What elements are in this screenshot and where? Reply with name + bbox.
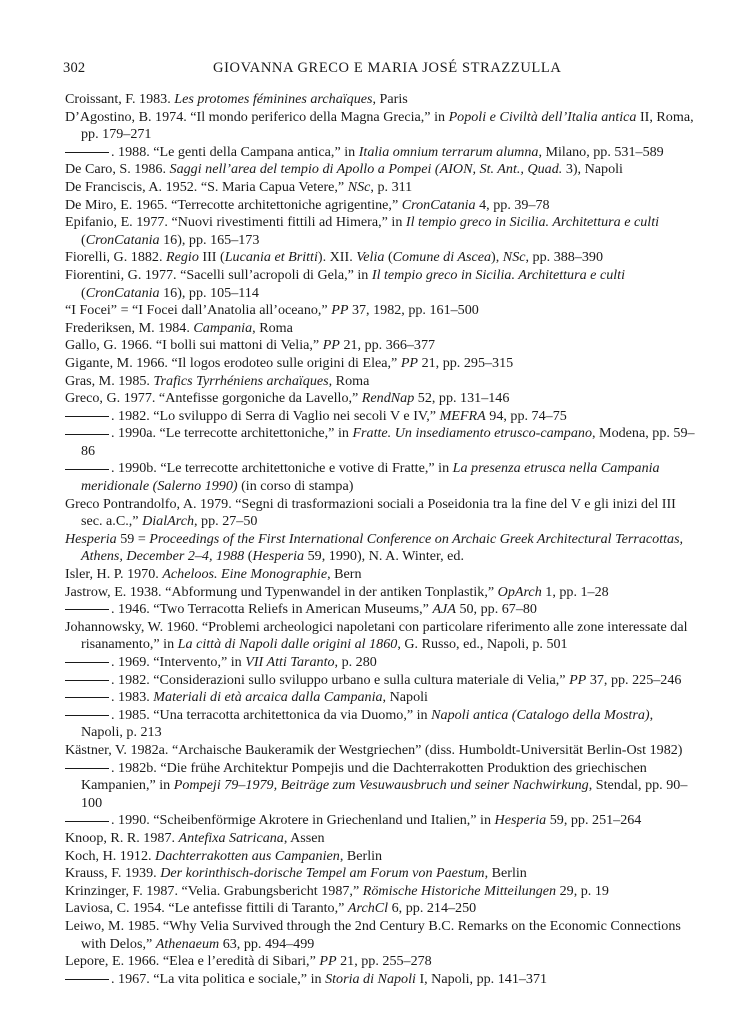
entry-text: , pp. 27–50 xyxy=(194,513,258,530)
bibliography-entry xyxy=(65,355,697,373)
entry-title-italic: Antefixa Satricana xyxy=(178,829,284,846)
bibliography-entry xyxy=(65,425,697,460)
entry-text: . 1982b. “Die frühe Architektur Pompejis und die Dachterrakotten Produktion des griechischen Kampanien,” in xyxy=(81,759,647,794)
entry-title-italic: Trafics Tyrrhéniens archaïques xyxy=(153,372,329,389)
entry-title-italic: Hesperia xyxy=(494,812,547,829)
ditto-dash xyxy=(65,680,109,681)
entry-text: , Stendal, pp. 90–100 xyxy=(81,777,688,811)
entry-title-italic: OpArch xyxy=(497,583,542,600)
entry-title-italic: Athenaeum xyxy=(155,935,220,952)
page-number: 302 xyxy=(63,60,86,76)
entry-text: Leiwo, M. 1985. “Why Velia Survived through the 2nd Century B.C. Remarks on the Economic Connections with Delos,” xyxy=(65,917,681,952)
entry-text: Jastrow, E. 1938. “Abformung und Typenwandel in der antiken Tonplastik,” xyxy=(65,583,498,600)
bibliography-entry xyxy=(65,689,697,707)
entry-title-italic: Regio xyxy=(166,249,199,266)
bibliography-entry xyxy=(65,918,697,953)
entry-text: , pp. 388–390 xyxy=(525,249,604,266)
entry-text: 21, pp. 295–315 xyxy=(418,354,514,371)
entry-text: Frederiksen, M. 1984. xyxy=(65,319,194,336)
bibliography-entry xyxy=(65,496,697,531)
bibliography-entry xyxy=(65,337,697,355)
ditto-dash xyxy=(65,697,109,698)
entry-text: , G. Russo, ed., Napoli, p. 501 xyxy=(397,636,568,653)
bibliography-list xyxy=(65,91,697,988)
bibliography-entry xyxy=(65,267,697,302)
bibliography-entry xyxy=(65,900,697,918)
entry-text: Knoop, R. R. 1987. xyxy=(65,829,179,846)
entry-title-italic: NSc xyxy=(502,249,526,266)
entry-text: , p. 280 xyxy=(334,654,377,670)
bibliography-entry xyxy=(65,707,697,742)
entry-text: III ( xyxy=(198,249,225,266)
entry-text: Fiorelli, G. 1882. xyxy=(65,249,167,266)
entry-text: “I Focei” = “I Focei dall’Anatolia all’oceano,” xyxy=(65,302,332,319)
entry-title-italic: PP xyxy=(400,354,419,371)
bibliography-entry xyxy=(65,390,697,408)
entry-text: . 1982. “Lo sviluppo di Serra di Vaglio nei secoli V e IV,” xyxy=(111,407,440,424)
entry-text: . 1982. “Considerazioni sullo sviluppo urbano e sulla cultura materiale di Velia,” xyxy=(111,671,570,688)
entry-text: I, Napoli, pp. 141–371 xyxy=(415,970,548,987)
entry-title-italic: CronCatania xyxy=(401,196,476,213)
entry-text: , Bern xyxy=(327,566,362,583)
entry-title-italic: PP xyxy=(319,953,337,970)
entry-text: De Caro, S. 1986. xyxy=(65,161,170,178)
entry-text: , Assen xyxy=(283,829,325,846)
entry-text: De Miro, E. 1965. “Terrecotte architettoniche agrigentine,” xyxy=(65,196,402,213)
entry-text: Krauss, F. 1939. xyxy=(65,865,161,882)
entry-title-italic: Proceedings of the First International Conference on Archaic Greek Architectural Terracottas, Athens, December 2–4, 1988 xyxy=(81,530,684,565)
entry-text: 50, pp. 67–80 xyxy=(455,601,537,618)
bibliography-entry xyxy=(65,109,697,144)
entry-text: 94, pp. 74–75 xyxy=(485,407,567,424)
entry-text: 59, 1990), N. A. Winter, ed. xyxy=(304,548,464,565)
entry-text: ), xyxy=(491,249,503,266)
entry-text: 37, 1982, pp. 161–500 xyxy=(348,302,479,319)
entry-text: Laviosa, C. 1954. “Le antefisse fittili di Taranto,” xyxy=(65,900,348,917)
entry-title-italic: CronCatania xyxy=(85,231,160,248)
bibliography-entry xyxy=(65,865,697,883)
bibliography-entry xyxy=(65,373,697,391)
entry-text: Lepore, E. 1966. “Elea e l’eredità di Sibari,” xyxy=(65,953,320,970)
entry-text: . 1969. “Intervento,” in xyxy=(111,654,246,670)
entry-title-italic: Saggi nell’area del tempio di Apollo a Pompei (AION, St. Ant., Quad. xyxy=(169,161,563,178)
entry-text: ( xyxy=(81,231,86,248)
entry-title-italic: Fratte. Un insediamento etrusco-campano xyxy=(352,425,592,442)
entry-title-italic: Comune di Ascea xyxy=(392,249,492,266)
bibliography-entry xyxy=(65,830,697,848)
bibliography-entry xyxy=(65,619,697,654)
entry-title-italic: Les protomes féminines archaïques xyxy=(174,91,373,107)
entry-text: Greco, G. 1977. “Antefisse gorgoniche da Lavello,” xyxy=(65,390,362,407)
entry-text: . 1983. xyxy=(111,689,154,706)
entry-text: 63, pp. 494–499 xyxy=(219,935,315,952)
entry-title-italic: PP xyxy=(322,337,340,354)
entry-title-italic: CronCatania xyxy=(85,284,160,301)
entry-text: ( xyxy=(384,249,393,266)
entry-title-italic: Acheloos. Eine Monographie xyxy=(162,566,328,583)
ditto-dash xyxy=(65,434,109,435)
entry-title-italic: Italia omnium terrarum alumna xyxy=(358,143,539,160)
ditto-dash xyxy=(65,416,109,417)
ditto-dash xyxy=(65,821,109,822)
entry-title-italic: Hesperia xyxy=(252,548,305,565)
entry-text: , Roma xyxy=(252,319,293,336)
entry-text: Johannowsky, W. 1960. “Problemi archeologici napoletani con particolare riferimento alle zone interessate dal risanamento,” in xyxy=(65,618,688,653)
entry-text: . 1990. “Scheibenförmige Akrotere in Griechenland und Italien,” in xyxy=(111,812,495,829)
ditto-dash xyxy=(65,662,109,663)
bibliography-entry xyxy=(65,531,697,566)
entry-title-italic: Der korinthisch-dorische Tempel am Forum von Paestum xyxy=(160,865,485,882)
entry-title-italic: Lucania et Britti xyxy=(224,249,318,266)
entry-text: . 1967. “La vita politica e sociale,” in xyxy=(111,970,326,987)
ditto-dash xyxy=(65,152,109,153)
entry-title-italic: Il tempio greco in Sicilia. Architettura e culti xyxy=(371,266,625,283)
entry-title-italic: Il tempio greco in Sicilia. Architettura e culti xyxy=(405,214,660,231)
entry-text: II, Roma, pp. 179–271 xyxy=(81,108,694,143)
bibliography-entry xyxy=(65,566,697,584)
entry-text: ). XII. xyxy=(317,249,357,266)
bibliography-entry xyxy=(65,953,697,971)
entry-title-italic: MEFRA xyxy=(439,407,486,424)
page-header xyxy=(63,60,695,82)
bibliography-entry xyxy=(65,91,697,109)
entry-text: D’Agostino, B. 1974. “Il mondo periferico della Magna Grecia,” in xyxy=(65,108,449,125)
bibliography-entry xyxy=(65,408,697,426)
entry-text: 37, pp. 225–246 xyxy=(586,671,682,688)
entry-text: . 1988. “Le genti della Campana antica,” in xyxy=(111,143,359,160)
entry-title-italic: NSc xyxy=(347,178,371,195)
bibliography-entry xyxy=(65,883,697,901)
entry-text: , Berlin xyxy=(339,847,383,864)
entry-text: 59 = xyxy=(116,530,150,547)
entry-title-italic: Campania xyxy=(193,319,253,336)
entry-text: ( xyxy=(81,284,86,301)
bibliography-entry xyxy=(65,654,697,672)
entry-text: 21, pp. 255–278 xyxy=(336,953,432,970)
entry-text: Epifanio, E. 1977. “Nuovi rivestimenti fittili ad Himera,” in xyxy=(65,214,406,231)
entry-text: 29, p. 19 xyxy=(556,882,609,899)
entry-title-italic: Pompeji 79–1979, Beiträge zum Vesuwausbruch und seiner Nachwirkung xyxy=(173,777,589,794)
entry-text: Gallo, G. 1966. “I bolli sui mattoni di Velia,” xyxy=(65,337,323,354)
entry-title-italic: RendNap xyxy=(361,390,415,407)
entry-title-italic: La città di Napoli dalle origini al 1860 xyxy=(177,636,398,653)
entry-text: 59, pp. 251–264 xyxy=(546,812,642,829)
entry-text: , Napoli xyxy=(382,689,428,706)
entry-text: 4, pp. 39–78 xyxy=(475,196,550,213)
bibliography-entry xyxy=(65,848,697,866)
entry-text: 21, pp. 366–377 xyxy=(339,337,436,354)
bibliography-entry xyxy=(65,460,697,495)
running-title: GIOVANNA GRECO E MARIA JOSÉ STRAZZULLA xyxy=(213,60,562,76)
entry-text: , Milano, pp. 531–589 xyxy=(538,143,664,160)
entry-text: 6, pp. 214–250 xyxy=(388,900,477,917)
bibliography-entry xyxy=(65,302,697,320)
entry-title-italic: Materiali di età arcaica dalla Campania xyxy=(153,689,383,706)
entry-text: . 1985. “Una terracotta architettonica da via Duomo,” in xyxy=(111,706,432,723)
bibliography-entry xyxy=(65,601,697,619)
entry-title-italic: Dachterrakotten aus Campanien xyxy=(155,847,340,864)
entry-text: , Paris xyxy=(372,91,408,107)
bibliography-entry xyxy=(65,249,697,267)
entry-title-italic: VII Atti Taranto xyxy=(245,654,335,670)
bibliography-entry xyxy=(65,672,697,690)
entry-text: , Napoli, p. 213 xyxy=(81,706,654,741)
ditto-dash xyxy=(65,469,109,470)
entry-text: 3), Napoli xyxy=(562,161,623,178)
entry-title-italic: Velia xyxy=(356,249,385,266)
bibliography-entry xyxy=(65,584,697,602)
entry-title-italic: AJA xyxy=(432,601,456,618)
entry-text: Krinzinger, F. 1987. “Velia. Grabungsbericht 1987,” xyxy=(65,882,363,899)
entry-text: , p. 311 xyxy=(370,178,413,195)
entry-title-italic: ArchCl xyxy=(347,900,389,917)
entry-text: 52, pp. 131–146 xyxy=(414,390,510,407)
entry-text: Koch, H. 1912. xyxy=(65,847,156,864)
entry-text: Fiorentini, G. 1977. “Sacelli sull’acropoli di Gela,” in xyxy=(65,266,372,283)
entry-title-italic: Hesperia xyxy=(65,530,117,547)
entry-text: 16), pp. 105–114 xyxy=(159,284,259,301)
ditto-dash xyxy=(65,768,109,769)
entry-text: ( xyxy=(244,548,253,565)
entry-text: Greco Pontrandolfo, A. 1979. “Segni di trasformazioni sociali a Poseidonia tra la fine del V e gli inizi del III sec. a.C.,” xyxy=(65,495,676,530)
entry-text: 16), pp. 165–173 xyxy=(159,231,260,248)
entry-text: . 1990a. “Le terrecotte architettoniche,” in xyxy=(111,425,353,442)
entry-text: Gras, M. 1985. xyxy=(65,372,154,389)
entry-text: Kästner, V. 1982a. “Archaische Baukeramik der Westgriechen” (diss. Humboldt-Universität Berlin-Ost 1982) xyxy=(65,741,683,758)
ditto-dash xyxy=(65,979,109,980)
entry-title-italic: Storia di Napoli xyxy=(325,970,416,987)
entry-title-italic: La presenza etrusca nella Campania meridionale (Salerno 1990) xyxy=(81,460,660,495)
bibliography-entry xyxy=(65,812,697,830)
ditto-dash xyxy=(65,609,109,610)
entry-title-italic: PP xyxy=(569,671,587,688)
entry-text: , Roma xyxy=(328,372,370,389)
entry-text: , Berlin xyxy=(484,865,527,882)
entry-title-italic: PP xyxy=(331,302,349,319)
bibliography-entry xyxy=(65,197,697,215)
entry-text: 1, pp. 1–28 xyxy=(541,583,609,600)
bibliography-entry xyxy=(65,971,697,989)
entry-text: (in corso di stampa) xyxy=(237,478,354,495)
entry-title-italic: Napoli antica (Catalogo della Mostra) xyxy=(431,706,650,723)
entry-title-italic: DialArch xyxy=(142,513,194,530)
bibliography-entry xyxy=(65,760,697,813)
bibliography-entry xyxy=(65,742,697,760)
entry-title-italic: Popoli e Civiltà dell’Italia antica xyxy=(448,108,637,125)
entry-text: . 1946. “Two Terracotta Reliefs in American Museums,” xyxy=(111,601,433,618)
entry-text: , Modena, pp. 59–86 xyxy=(81,425,695,459)
entry-text: Isler, H. P. 1970. xyxy=(65,566,163,583)
bibliography-entry xyxy=(65,179,697,197)
bibliography-entry xyxy=(65,161,697,179)
entry-text: . 1990b. “Le terrecotte architettoniche e votive di Fratte,” in xyxy=(111,460,453,477)
bibliography-entry xyxy=(65,320,697,338)
entry-title-italic: Römische Historiche Mitteilungen xyxy=(362,882,557,899)
bibliography-entry xyxy=(65,144,697,162)
entry-text: Gigante, M. 1966. “Il logos erodoteo sulle origini di Elea,” xyxy=(65,354,401,371)
entry-text: De Franciscis, A. 1952. “S. Maria Capua Vetere,” xyxy=(65,178,348,195)
bibliography-entry xyxy=(65,214,697,249)
entry-text: Croissant, F. 1983. xyxy=(65,91,175,107)
ditto-dash xyxy=(65,715,109,716)
